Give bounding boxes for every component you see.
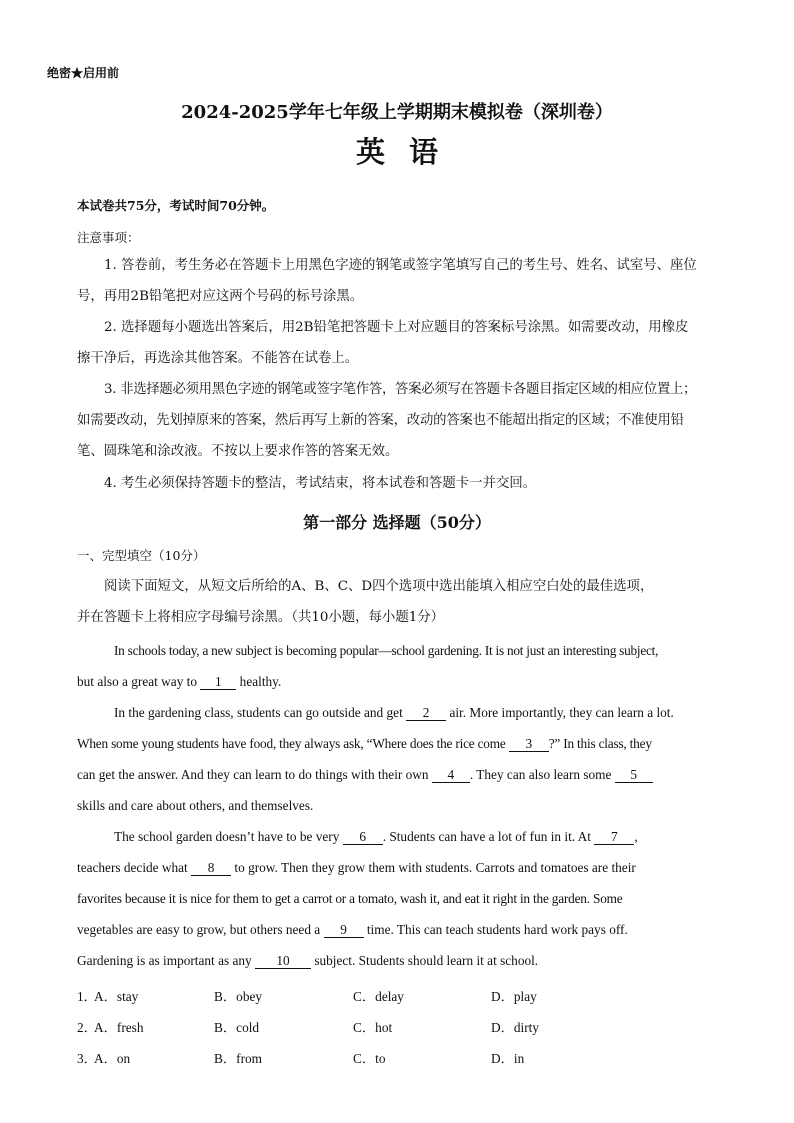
note-2-line-2: 擦干净后，再选涂其他答案。不能答在试卷上。 [77, 351, 359, 366]
passage-line: skills and care about others, and themselves. [77, 798, 314, 813]
option-c: C．delay [353, 989, 404, 1004]
passage-text: but also a great way to [77, 674, 198, 689]
passage-text: In the gardening class, students can go outside and get [114, 705, 403, 720]
blank-7: 7 [594, 830, 634, 845]
passage-text: air. More importantly, they can learn a lot. [449, 705, 674, 720]
option-d: D．in [491, 1051, 525, 1066]
passage-line [77, 922, 628, 938]
instructions-line-2: 并在答题卡上将相应字母编号涂黑。（共10小题，每小题1分） [77, 610, 445, 625]
question-number: 2． [77, 1020, 97, 1035]
confidential-label: 绝密★启用前 [47, 66, 120, 80]
exam-title: 2024-2025学年七年级上学期期末模拟卷（深圳卷） [181, 102, 613, 123]
passage-line [77, 674, 281, 690]
note-4: 4. 考生必须保持答题卡的整洁，考试结束，将本试卷和答题卡一并交回。 [104, 476, 537, 491]
option-d: D．dirty [491, 1020, 540, 1035]
note-1-line-1: 1. 答卷前，考生务必在答题卡上用黑色字迹的钢笔或签字笔填写自己的考生号、姓名、试室号、座位 [104, 258, 697, 273]
option-c: C．to [353, 1051, 386, 1066]
question-number: 3． [77, 1051, 97, 1066]
passage-text: The school garden doesn’t have to be very [114, 829, 340, 844]
option-a: A．on [94, 1051, 131, 1066]
blank-9: 9 [324, 923, 364, 938]
passage-text: can get the answer. And they can learn to do things with their own [77, 767, 429, 782]
passage-text: When some young students have food, they always ask, “Where does the rice come [77, 736, 506, 751]
note-3-line-2: 如需要改动，先划掉原来的答案，然后再写上新的答案，改动的答案也不能超出指定的区域；不准使用铅 [77, 413, 684, 428]
passage-line [77, 953, 538, 969]
blank-2: 2 [406, 706, 446, 721]
section-title: 第一部分 选择题（50分） [303, 513, 491, 532]
instructions-line-1: 阅读下面短文，从短文后所给的A、B、C、D四个选项中选出能填入相应空白处的最佳选项， [104, 579, 654, 594]
blank-3: 3 [509, 737, 549, 752]
passage-line [77, 736, 652, 752]
notes-heading: 注意事项： [77, 230, 140, 245]
option-c: C．hot [353, 1020, 393, 1035]
passage-text: healthy. [239, 674, 282, 689]
blank-8: 8 [191, 861, 231, 876]
part-heading: 一、完型填空（10分） [77, 548, 206, 563]
blank-6: 6 [343, 830, 383, 845]
passage-text: . They can also learn some [469, 767, 612, 782]
note-3-line-1: 3. 非选择题必须用黑色字迹的钢笔或签字笔作答，答案必须写在答题卡各题目指定区域的相应位置上； [104, 382, 697, 397]
passage-text: . Students can have a lot of fun in it. At [382, 829, 591, 844]
passage-line: In schools today, a new subject is becoming popular—school gardening. It is not just an interesting subject, [114, 643, 659, 658]
option-b: B．from [214, 1051, 263, 1066]
passage-text: time. This can teach students hard work pays off. [366, 922, 628, 937]
option-a: A．fresh [94, 1020, 144, 1035]
passage-line [77, 767, 653, 783]
question-number: 1． [77, 989, 97, 1004]
option-a: A．stay [94, 989, 139, 1004]
blank-5: 5 [615, 768, 653, 783]
passage-line [114, 705, 674, 721]
passage-line: favorites because it is nice for them to get a carrot or a tomato, wash it, and eat it right in the garden. Some [77, 891, 623, 906]
passage-text: Gardening is as important as any [77, 953, 252, 968]
blank-1: 1 [200, 675, 236, 690]
passage-text: ?” In this class, they [548, 736, 652, 751]
score-time-info: 本试卷共75分，考试时间70分钟。 [77, 198, 275, 213]
passage-text: vegetables are easy to grow, but others need a [77, 922, 321, 937]
blank-4: 4 [432, 768, 470, 783]
option-b: B．cold [214, 1020, 260, 1035]
note-3-line-3: 笔、圆珠笔和涂改液。不按以上要求作答的答案无效。 [77, 444, 399, 459]
passage-text: to grow. Then they grow them with students. Carrots and tomatoes are their [234, 860, 636, 875]
passage-text: subject. Students should learn it at school. [314, 953, 539, 968]
passage-text: , [634, 829, 638, 844]
note-2-line-1: 2. 选择题每小题选出答案后，用2B铅笔把答题卡上对应题目的答案标号涂黑。如需要改动，用橡皮 [104, 320, 689, 335]
passage-line [114, 829, 638, 845]
subject-title: 英语 [355, 135, 462, 169]
note-1-line-2: 号，再用2B铅笔把对应这两个号码的标号涂黑。 [77, 289, 364, 304]
option-b: B．obey [214, 989, 263, 1004]
blank-10: 10 [255, 954, 311, 969]
option-d: D．play [491, 989, 537, 1004]
passage-line [77, 860, 636, 876]
passage-text: teachers decide what [77, 860, 188, 875]
